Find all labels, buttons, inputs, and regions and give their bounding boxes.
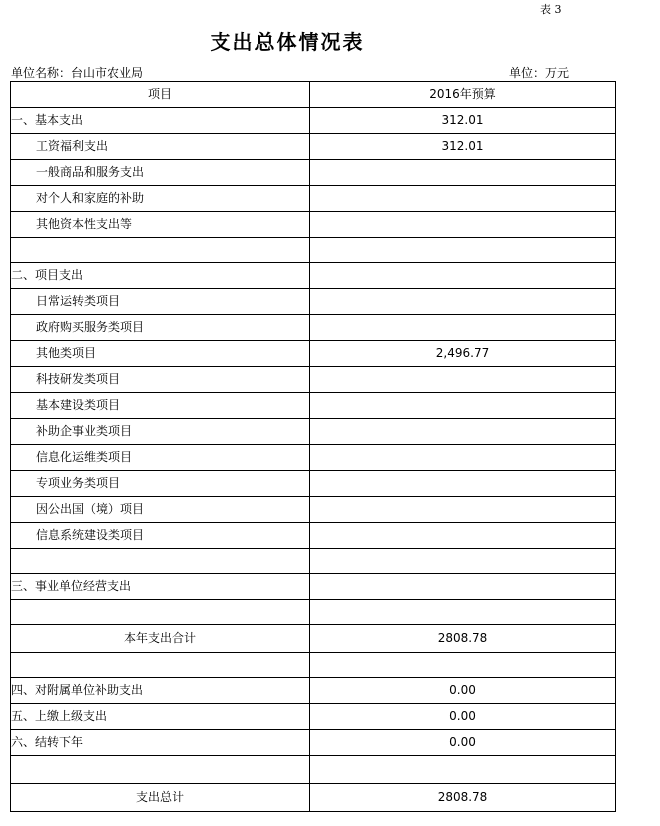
table-number: 表 3 bbox=[540, 3, 562, 16]
row-label: 政府购买服务类项目 bbox=[11, 315, 310, 341]
table-row bbox=[11, 730, 616, 756]
row-value bbox=[310, 289, 616, 315]
table-row bbox=[11, 367, 616, 393]
table-row bbox=[11, 186, 616, 212]
row-label: 支出总计 bbox=[11, 784, 310, 812]
row-value bbox=[310, 263, 616, 289]
row-label bbox=[11, 549, 310, 574]
row-label: 信息系统建设类项目 bbox=[11, 523, 310, 549]
unit-measure: 单位：万元 bbox=[509, 66, 570, 80]
row-label: 二、项目支出 bbox=[11, 263, 310, 289]
row-label: 专项业务类项目 bbox=[11, 471, 310, 497]
unit-name: 单位名称：台山市农业局 bbox=[11, 66, 144, 80]
row-value bbox=[310, 419, 616, 445]
table-row bbox=[11, 549, 616, 574]
row-label bbox=[11, 238, 310, 263]
table-row bbox=[11, 653, 616, 678]
row-label bbox=[11, 600, 310, 625]
table-row bbox=[11, 315, 616, 341]
table-row bbox=[11, 523, 616, 549]
table-row bbox=[11, 784, 616, 812]
row-value bbox=[310, 393, 616, 419]
row-label: 信息化运维类项目 bbox=[11, 445, 310, 471]
row-value: 0.00 bbox=[310, 704, 616, 730]
row-value bbox=[310, 367, 616, 393]
row-label: 一、基本支出 bbox=[11, 108, 310, 134]
row-label: 因公出国（境）项目 bbox=[11, 497, 310, 523]
table-row bbox=[11, 471, 616, 497]
row-label bbox=[11, 653, 310, 678]
table-row bbox=[11, 600, 616, 625]
row-value bbox=[310, 445, 616, 471]
table-row bbox=[11, 497, 616, 523]
table-row bbox=[11, 393, 616, 419]
row-label: 一般商品和服务支出 bbox=[11, 160, 310, 186]
row-value: 0.00 bbox=[310, 730, 616, 756]
row-value bbox=[310, 160, 616, 186]
row-value bbox=[310, 600, 616, 625]
row-label bbox=[11, 756, 310, 784]
row-value: 312.01 bbox=[310, 134, 616, 160]
table-row bbox=[11, 419, 616, 445]
table-row bbox=[11, 289, 616, 315]
table-row bbox=[11, 263, 616, 289]
row-label: 五、上缴上级支出 bbox=[11, 704, 310, 730]
row-label: 对个人和家庭的补助 bbox=[11, 186, 310, 212]
row-value bbox=[310, 497, 616, 523]
row-value: 0.00 bbox=[310, 678, 616, 704]
row-value bbox=[310, 549, 616, 574]
table-row bbox=[11, 445, 616, 471]
row-label: 本年支出合计 bbox=[11, 625, 310, 653]
table-row bbox=[11, 678, 616, 704]
row-value: 2808.78 bbox=[310, 784, 616, 812]
row-value bbox=[310, 238, 616, 263]
row-label: 六、结转下年 bbox=[11, 730, 310, 756]
row-value bbox=[310, 653, 616, 678]
table-row bbox=[11, 212, 616, 238]
table-row bbox=[11, 160, 616, 186]
row-label: 日常运转类项目 bbox=[11, 289, 310, 315]
header-row bbox=[11, 82, 616, 108]
table-row bbox=[11, 756, 616, 784]
row-label: 基本建设类项目 bbox=[11, 393, 310, 419]
row-label: 其他类项目 bbox=[11, 341, 310, 367]
expenditure-table bbox=[10, 81, 616, 812]
row-value bbox=[310, 186, 616, 212]
table-row bbox=[11, 238, 616, 263]
row-value bbox=[310, 315, 616, 341]
table-row bbox=[11, 341, 616, 367]
row-value: 2808.78 bbox=[310, 625, 616, 653]
row-value bbox=[310, 212, 616, 238]
row-label: 工资福利支出 bbox=[11, 134, 310, 160]
table-row bbox=[11, 704, 616, 730]
row-label: 补助企事业类项目 bbox=[11, 419, 310, 445]
row-label: 科技研发类项目 bbox=[11, 367, 310, 393]
row-value bbox=[310, 756, 616, 784]
row-value bbox=[310, 523, 616, 549]
table-row bbox=[11, 574, 616, 600]
row-label: 其他资本性支出等 bbox=[11, 212, 310, 238]
row-value bbox=[310, 471, 616, 497]
row-value: 2,496.77 bbox=[310, 341, 616, 367]
row-label: 四、对附属单位补助支出 bbox=[11, 678, 310, 704]
page-title: 支出总体情况表 bbox=[210, 30, 365, 54]
table-row bbox=[11, 108, 616, 134]
header-budget: 2016年预算 bbox=[310, 82, 616, 108]
row-value bbox=[310, 574, 616, 600]
header-item: 项目 bbox=[11, 82, 310, 108]
table-row bbox=[11, 625, 616, 653]
table-row bbox=[11, 134, 616, 160]
row-value: 312.01 bbox=[310, 108, 616, 134]
row-label: 三、事业单位经营支出 bbox=[11, 574, 310, 600]
